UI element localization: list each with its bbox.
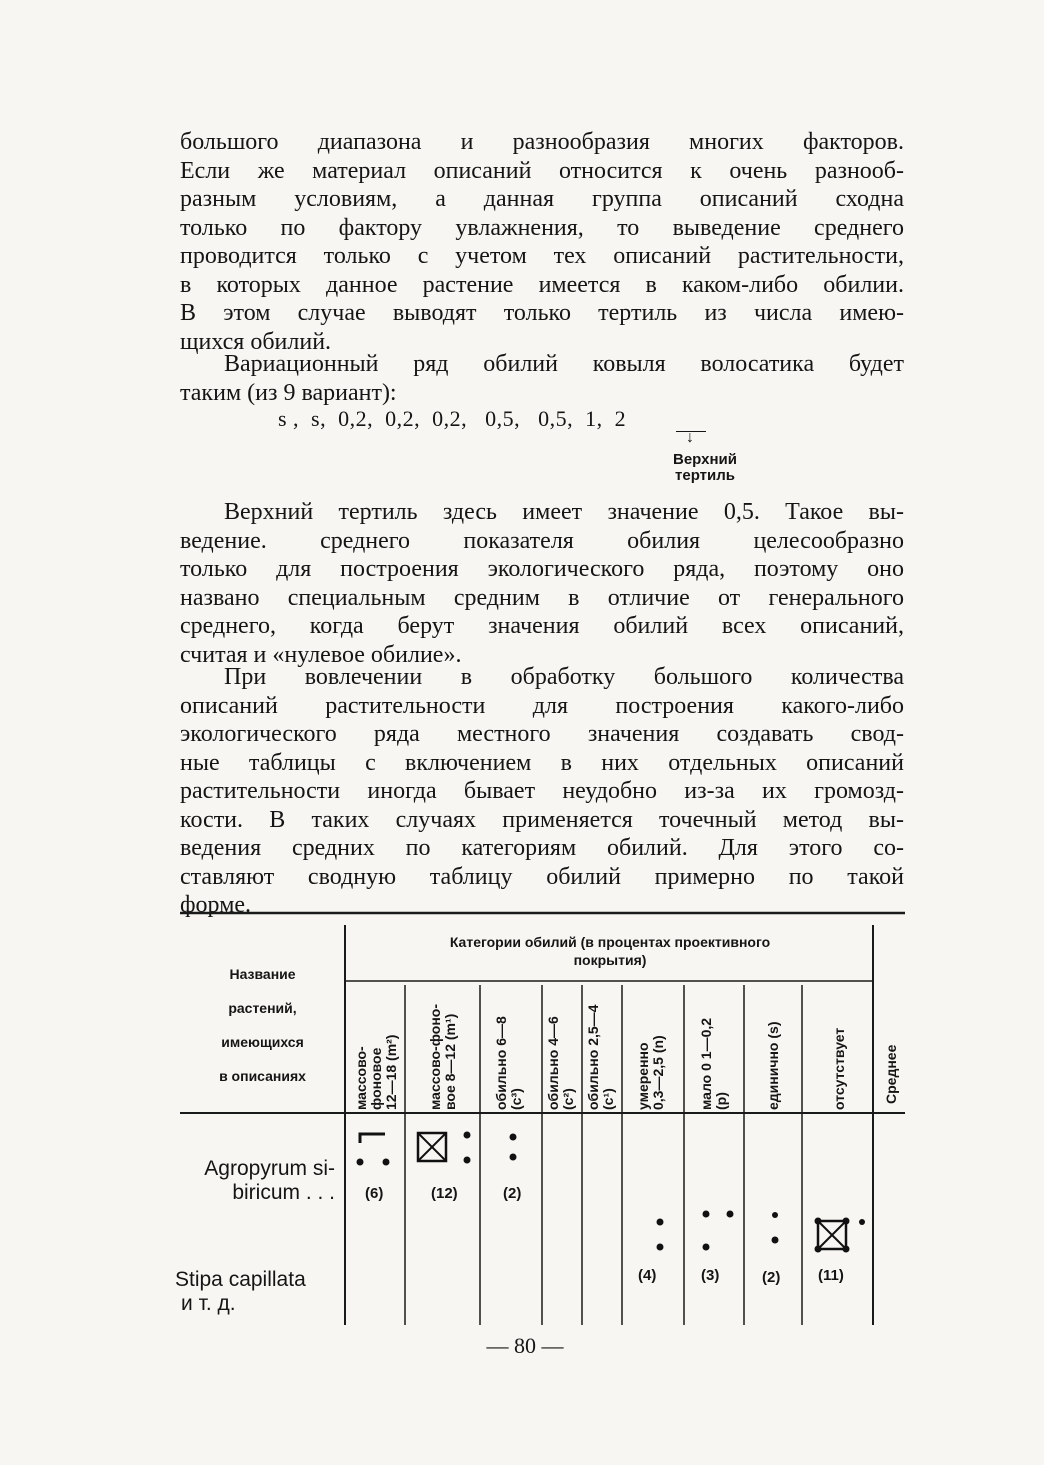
text-line: описаний растительности для построения какого-либо	[180, 692, 904, 719]
text-line: форме.	[180, 892, 252, 918]
count-cell: (2)	[762, 1269, 781, 1286]
text-line: экологического ряда местного значения создавать свод-	[180, 721, 904, 747]
text-line: кости. В таких случаях применяется точечный метод вы-	[180, 806, 904, 833]
text-line: Верхний тертиль здесь имеет значение 0,5. Такое вы-	[224, 499, 904, 525]
text-line: растительности иногда бывает неудобно из-за их громозд-	[180, 778, 904, 804]
col-header-massovo-fonovoe: массово- фоновое 12—18 (m²)	[353, 1034, 399, 1110]
text-line: проводится только с учетом тех описаний растительности,	[180, 243, 904, 269]
count-cell: (12)	[431, 1185, 458, 1202]
col-header-obilno-6-8: обильно 6—8 (c³)	[493, 1016, 524, 1110]
col-header-mean: Среднее	[883, 1044, 899, 1104]
row-label-agropyrum: Agropyrum si- biricum . . .	[204, 1157, 335, 1204]
text-line: разным условиям, а данная группа описаний сходна	[180, 186, 904, 212]
down-arrow-icon: ↓	[686, 429, 694, 446]
text-line: Если же материал описаний относится к очень разнооб-	[180, 157, 904, 184]
text-line: ведение. среднего показателя обилия целесообразно	[180, 527, 904, 554]
variation-series: s , s, 0,2, 0,2, 0,2, 0,5, 0,5, 1, 2	[278, 406, 627, 431]
count-cell: (6)	[365, 1185, 384, 1202]
text-line: в которых данное растение имеется в каком-либо обилии.	[180, 271, 904, 298]
categories-header: Категории обилий (в процентах проективного покрытия)	[449, 934, 771, 968]
col-header-malo: мало 0 1—0,2 (p)	[698, 1017, 729, 1110]
text-line: среднего, когда берут значения обилий всех описаний,	[180, 613, 904, 639]
text-line: большого диапазона и разнообразия многих факторов.	[180, 129, 904, 155]
count-cell: (3)	[701, 1267, 720, 1284]
col-header-massovo-fonovoe-8-12: массово-фоно- вое 8—12 (m¹)	[427, 1003, 458, 1110]
count-cell: (2)	[503, 1185, 522, 1202]
col-header-obilno-2-5-4: обильно 2,5—4 (c¹)	[585, 1004, 616, 1110]
col-header-otsutstvuet: отсутствует	[831, 1027, 847, 1110]
col-header-edinichno: единично (s)	[765, 1021, 781, 1110]
text-line: ставляют сводную таблицу обилий примерно по такой	[180, 863, 904, 890]
text-line: ные таблицы с включением в них отдельных описаний	[180, 749, 904, 776]
text-line: ведения средних по категориям обилий. Для этого со-	[180, 835, 904, 861]
col-header-umerenno: умеренно 0,3—2,5 (n)	[635, 1035, 666, 1110]
count-cell: (11)	[818, 1267, 844, 1284]
col-header-obilno-4-6: обильно 4—6 (c²)	[545, 1016, 576, 1110]
count-cell: (4)	[638, 1267, 657, 1284]
text-line: При вовлечении в обработку большого количества	[224, 664, 904, 690]
tertile-label: Верхний тертиль	[673, 451, 737, 484]
text-line: только по фактору увлажнения, то выведение среднего	[180, 214, 904, 241]
text-line: щихся обилий.	[180, 328, 332, 355]
name-column-header: Название растений, имеющихся в описаниях	[219, 966, 306, 1084]
page-number: — 80 —	[486, 1333, 564, 1358]
text-line: Вариационный ряд обилий ковыля волосатика будет	[224, 351, 904, 377]
text-line: таким (из 9 вариант):	[180, 379, 397, 406]
text-line: названо специальным средним в отличие от генерального	[180, 584, 904, 611]
text-line: считая и «нулевое обилие».	[180, 641, 462, 668]
text-line: В этом случае выводят только тертиль из числа имею-	[180, 300, 904, 326]
text-line: только для построения экологического ряда, поэтому оно	[180, 556, 904, 582]
row-label-stipa: Stipa capillata и т. д.	[175, 1268, 306, 1315]
